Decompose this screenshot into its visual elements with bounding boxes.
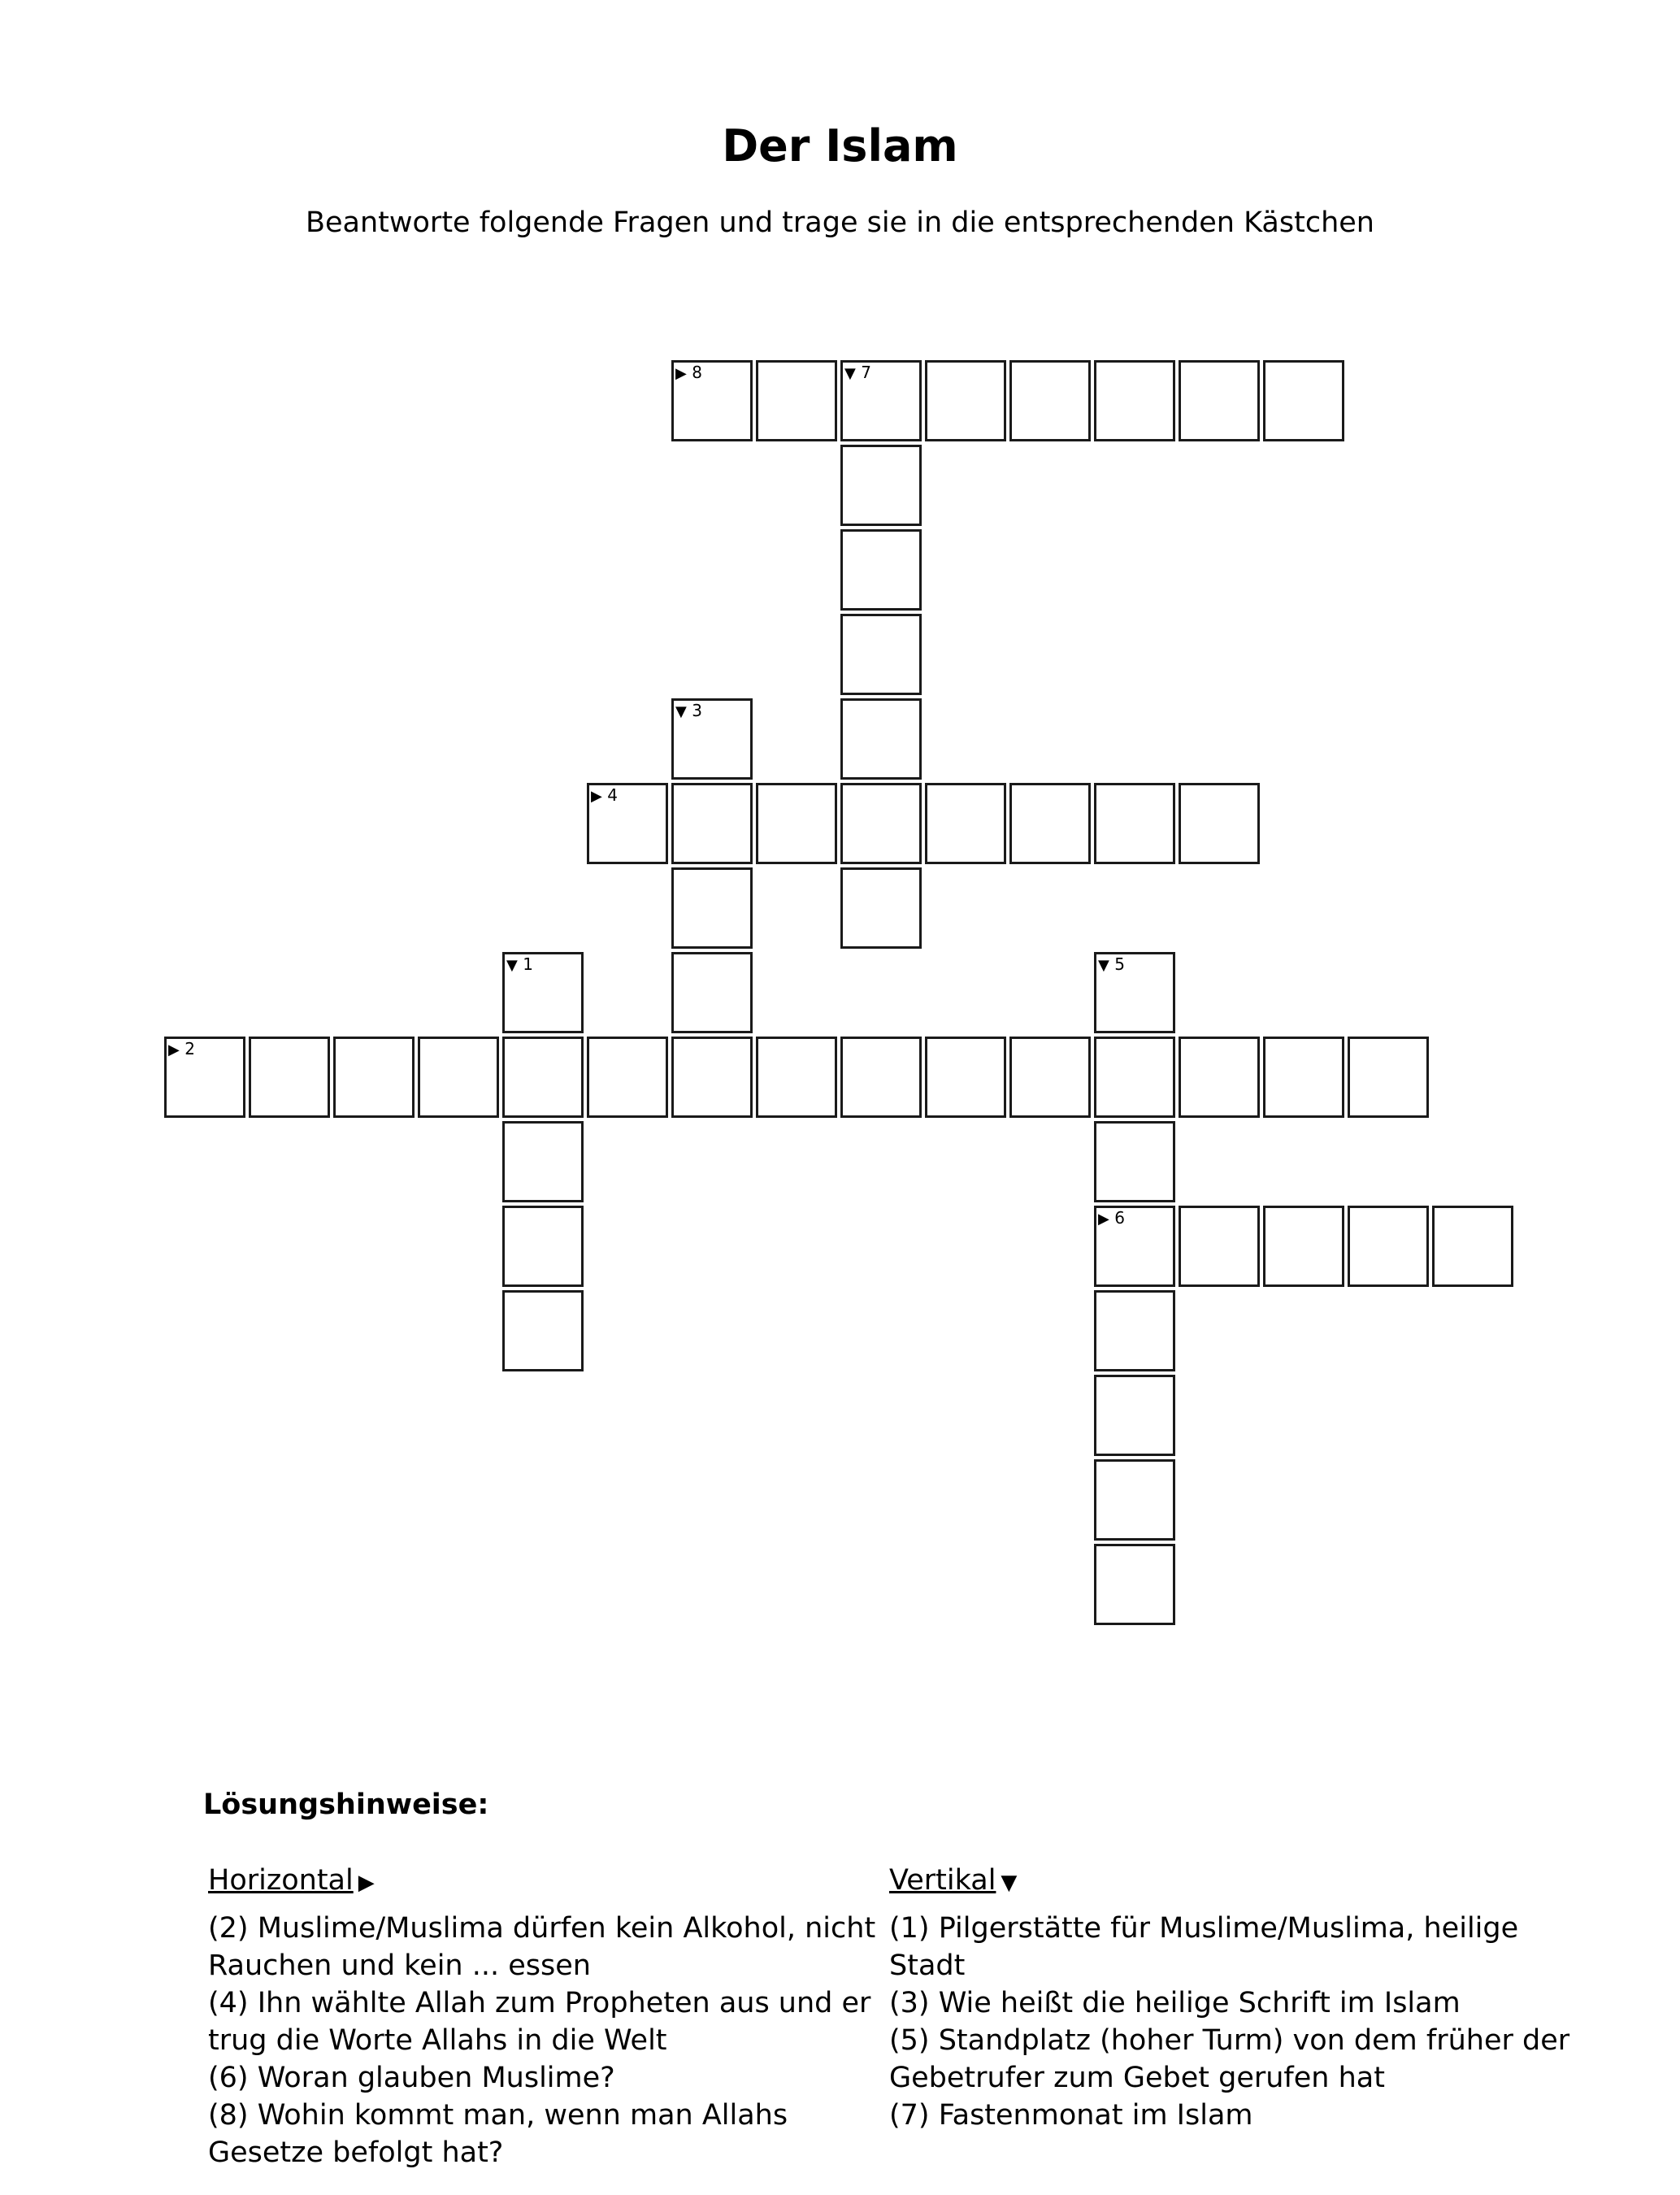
clue-number: 4	[601, 785, 618, 805]
clue-number-label	[591, 787, 618, 805]
clue-number-label	[506, 956, 533, 974]
crossword-cell[interactable]	[840, 529, 922, 611]
clue-vertical-1: (1) Pilgerstätte für Muslime/Muslima, heilige Stadt	[889, 1912, 1519, 1982]
page-subtitle: Beantworte folgende Fragen und trage sie in die entsprechenden Kästchen	[306, 206, 1374, 239]
crossword-cell[interactable]	[1094, 1206, 1175, 1287]
crossword-cell[interactable]	[1009, 360, 1091, 441]
right-arrow-icon: ▶	[358, 1871, 375, 1895]
clue-number: 6	[1109, 1208, 1125, 1228]
clue-vertical-7: (7) Fastenmonat im Islam	[889, 2099, 1253, 2132]
clue-vertical-5: (5) Standplatz (hoher Turm) von dem früher der Gebetrufer zum Gebet gerufen hat	[889, 2024, 1570, 2094]
vertical-label: Vertikal	[889, 1864, 996, 1897]
crossword-cell[interactable]	[840, 698, 922, 780]
crossword-cell[interactable]	[925, 783, 1006, 864]
crossword-cell[interactable]	[1094, 1459, 1175, 1541]
crossword-cell[interactable]	[671, 867, 753, 949]
crossword-cell[interactable]	[840, 867, 922, 949]
crossword-cell[interactable]	[502, 1037, 584, 1118]
clue-vertical-3: (3) Wie heißt die heilige Schrift im Islam	[889, 1987, 1461, 2019]
clue-number-label	[675, 702, 702, 720]
crossword-cell[interactable]	[756, 360, 837, 441]
clue-horizontal-6: (6) Woran glauben Muslime?	[208, 2062, 615, 2094]
clue-number: 5	[1109, 954, 1125, 974]
crossword-cell[interactable]	[502, 952, 584, 1033]
crossword-cell[interactable]	[756, 1037, 837, 1118]
right-arrow-icon: ▶	[591, 788, 602, 805]
clue-number-label	[675, 364, 702, 382]
crossword-cell[interactable]	[1179, 1037, 1260, 1118]
crossword-cell[interactable]	[840, 614, 922, 695]
clue-number: 7	[855, 363, 871, 382]
crossword-cell[interactable]	[840, 1037, 922, 1118]
clue-number: 2	[179, 1039, 195, 1058]
clue-number-label	[844, 364, 871, 382]
vertical-clues	[889, 1862, 1596, 2134]
crossword-cell[interactable]	[1094, 1037, 1175, 1118]
crossword-cell[interactable]	[502, 1290, 584, 1371]
hints-title: Lösungshinweise:	[203, 1789, 489, 1821]
crossword-cell[interactable]	[840, 360, 922, 441]
crossword-cell[interactable]	[1263, 360, 1344, 441]
down-arrow-icon: ▼	[1098, 957, 1109, 974]
crossword-cell[interactable]	[249, 1037, 330, 1118]
crossword-cell[interactable]	[418, 1037, 499, 1118]
down-arrow-icon: ▼	[844, 365, 856, 382]
crossword-cell[interactable]	[1094, 360, 1175, 441]
crossword-cell[interactable]	[502, 1206, 584, 1287]
crossword-cell[interactable]	[671, 952, 753, 1033]
page-title: Der Islam	[722, 120, 958, 172]
crossword-cell[interactable]	[840, 445, 922, 526]
crossword-cell[interactable]	[587, 783, 668, 864]
crossword-cell[interactable]	[1432, 1206, 1513, 1287]
crossword-cell[interactable]	[671, 698, 753, 780]
crossword-cell[interactable]	[925, 360, 1006, 441]
horizontal-clues	[208, 1862, 891, 2171]
crossword-cell[interactable]	[1009, 1037, 1091, 1118]
crossword-cell[interactable]	[671, 1037, 753, 1118]
right-arrow-icon: ▶	[1098, 1211, 1109, 1228]
crossword-cell[interactable]	[840, 783, 922, 864]
crossword-cell[interactable]	[164, 1037, 245, 1118]
crossword-cell[interactable]	[1094, 1121, 1175, 1202]
clue-horizontal-8: (8) Wohin kommt man, wenn man Allahs Gesetze befolgt hat?	[208, 2099, 788, 2169]
crossword-cell[interactable]	[756, 783, 837, 864]
crossword-cell[interactable]	[1179, 1206, 1260, 1287]
crossword-cell[interactable]	[671, 783, 753, 864]
crossword-cell[interactable]	[1179, 783, 1260, 864]
clue-number: 1	[517, 954, 533, 974]
horizontal-heading	[208, 1862, 891, 1902]
crossword-cell[interactable]	[1348, 1037, 1429, 1118]
crossword-cell[interactable]	[502, 1121, 584, 1202]
crossword-cell[interactable]	[1094, 1290, 1175, 1371]
down-arrow-icon: ▼	[506, 957, 518, 974]
crossword-cell[interactable]	[1094, 1375, 1175, 1456]
clue-horizontal-4: (4) Ihn wählte Allah zum Propheten aus und er trug die Worte Allahs in die Welt	[208, 1987, 871, 2057]
crossword-cell[interactable]	[1094, 952, 1175, 1033]
clue-number: 3	[686, 701, 702, 720]
right-arrow-icon: ▶	[168, 1041, 180, 1058]
crossword-cell[interactable]	[1009, 783, 1091, 864]
horizontal-label: Horizontal	[208, 1864, 354, 1897]
clue-number-label	[168, 1041, 195, 1058]
crossword-cell[interactable]	[1094, 1544, 1175, 1625]
clue-number-label	[1098, 1210, 1125, 1228]
crossword-cell[interactable]	[1348, 1206, 1429, 1287]
crossword-cell[interactable]	[333, 1037, 415, 1118]
clue-number-label	[1098, 956, 1125, 974]
clue-number: 8	[686, 363, 702, 382]
crossword-cell[interactable]	[925, 1037, 1006, 1118]
crossword-cell[interactable]	[671, 360, 753, 441]
right-arrow-icon: ▶	[675, 365, 687, 382]
clue-horizontal-2: (2) Muslime/Muslima dürfen kein Alkohol, nicht Rauchen und kein ... essen	[208, 1912, 876, 1982]
crossword-cell[interactable]	[1263, 1206, 1344, 1287]
crossword-cell[interactable]	[1179, 360, 1260, 441]
vertical-heading	[889, 1862, 1596, 1902]
crossword-cell[interactable]	[1094, 783, 1175, 864]
crossword-cell[interactable]	[1263, 1037, 1344, 1118]
down-arrow-icon: ▼	[675, 703, 687, 720]
down-arrow-icon: ▼	[1001, 1871, 1018, 1895]
crossword-cell[interactable]	[587, 1037, 668, 1118]
